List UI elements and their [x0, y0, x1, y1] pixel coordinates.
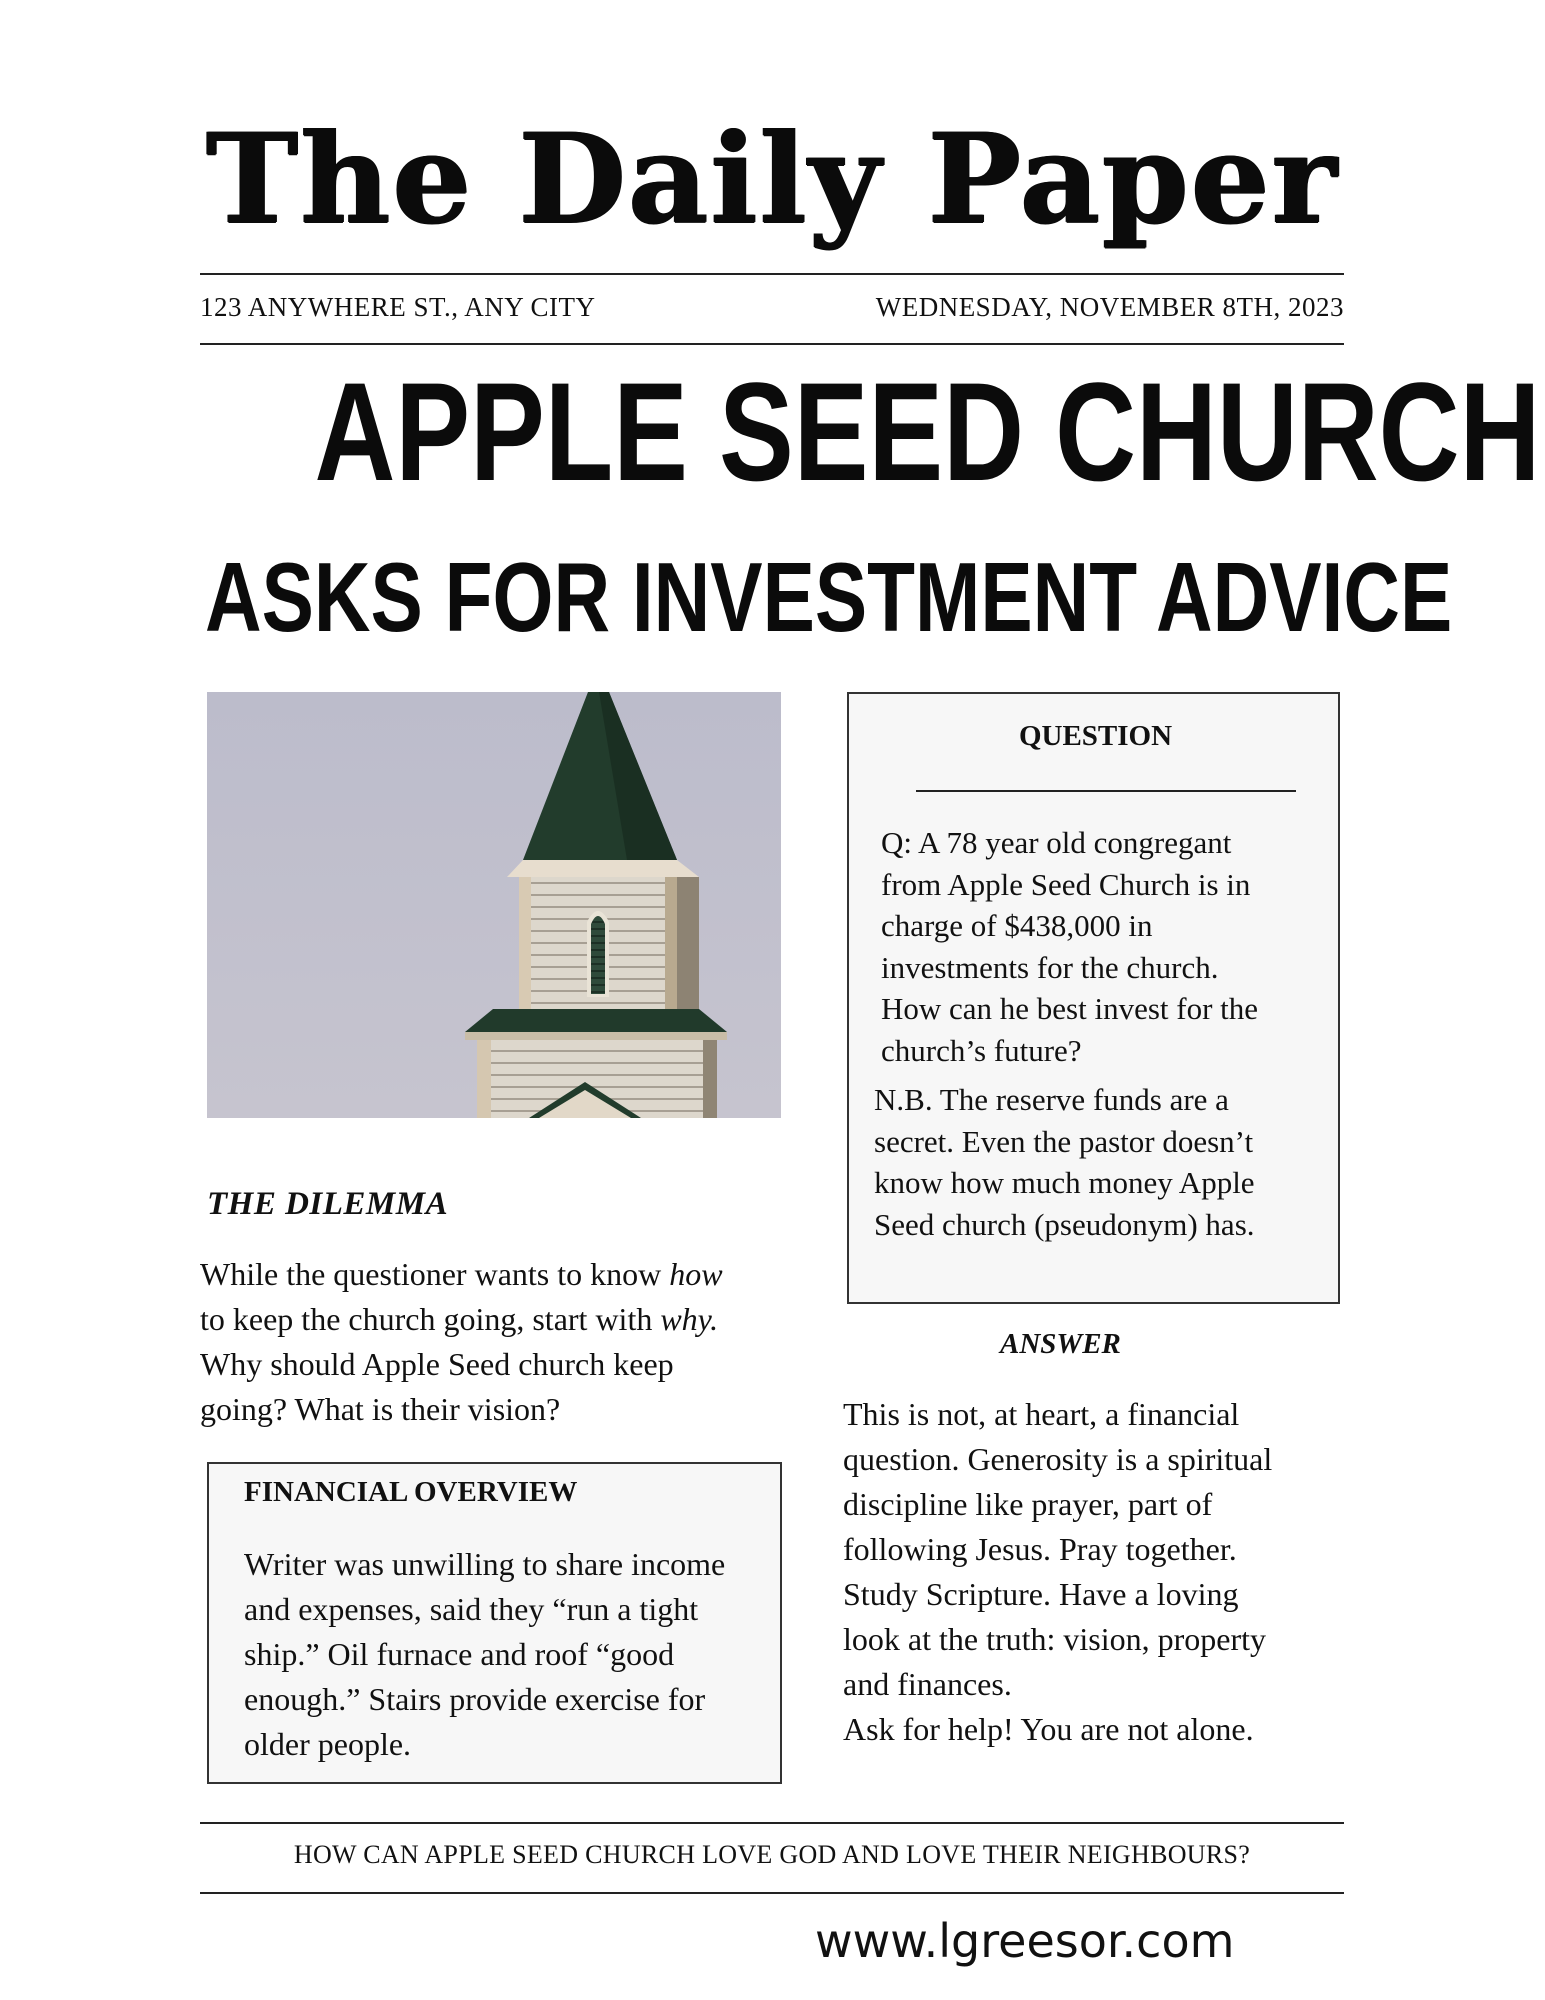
question-box: [847, 692, 1340, 1304]
footer-top-rule: [200, 1822, 1344, 1824]
headline-main: APPLE SEED CHURCH: [314, 353, 1541, 510]
financial-overview-box: [207, 1462, 782, 1784]
masthead-title: The Daily Paper: [206, 107, 1339, 252]
financial-text: Writer was unwilling to share income and expenses, said they “run a tight ship.” Oil furnace and roof “good enough.” Stairs provide exercise for older people.: [244, 1546, 726, 1762]
top-rule: [200, 273, 1344, 275]
financial-title: FINANCIAL OVERVIEW: [244, 1476, 578, 1508]
dilemma-title: THE DILEMMA: [207, 1186, 449, 1222]
info-rule: [200, 343, 1344, 345]
footer-question: HOW CAN APPLE SEED CHURCH LOVE GOD AND LOVE THEIR NEIGHBOURS?: [293, 1840, 1251, 1869]
answer-text: This is not, at heart, a financial question. Generosity is a spiritual discipline like prayer, part of following Jesus. Pray together. Study Scripture. Have a loving look at the truth: vision, property and finances. Ask for help! You are not alone.: [843, 1396, 1273, 1747]
question-title: QUESTION: [1018, 720, 1173, 752]
question-divider: [916, 790, 1296, 792]
address: 123 ANYWHERE ST., ANY CITY: [200, 292, 596, 322]
answer-title: ANSWER: [1000, 1328, 1121, 1360]
question-text: Q: A 78 year old congregant from Apple Seed Church is in charge of $438,000 in investments for the church. How can he best invest for the church’s future?: [881, 825, 1259, 1068]
website-link[interactable]: www.lgreesor.com: [815, 1914, 1235, 1968]
dilemma-text: While the questioner wants to know how to keep the church going, start with why. Why should Apple Seed church keep going? What is their vision?: [200, 1256, 723, 1427]
issue-date: WEDNESDAY, NOVEMBER 8TH, 2023: [875, 292, 1344, 322]
footer-bottom-rule: [200, 1892, 1344, 1894]
church-steeple-photo: [207, 692, 781, 1118]
headline-sub: ASKS FOR INVESTMENT ADVICE: [205, 542, 1453, 652]
question-note: N.B. The reserve funds are a secret. Even the pastor doesn’t know how much money Apple Seed church (pseudonym) has.: [874, 1082, 1255, 1242]
